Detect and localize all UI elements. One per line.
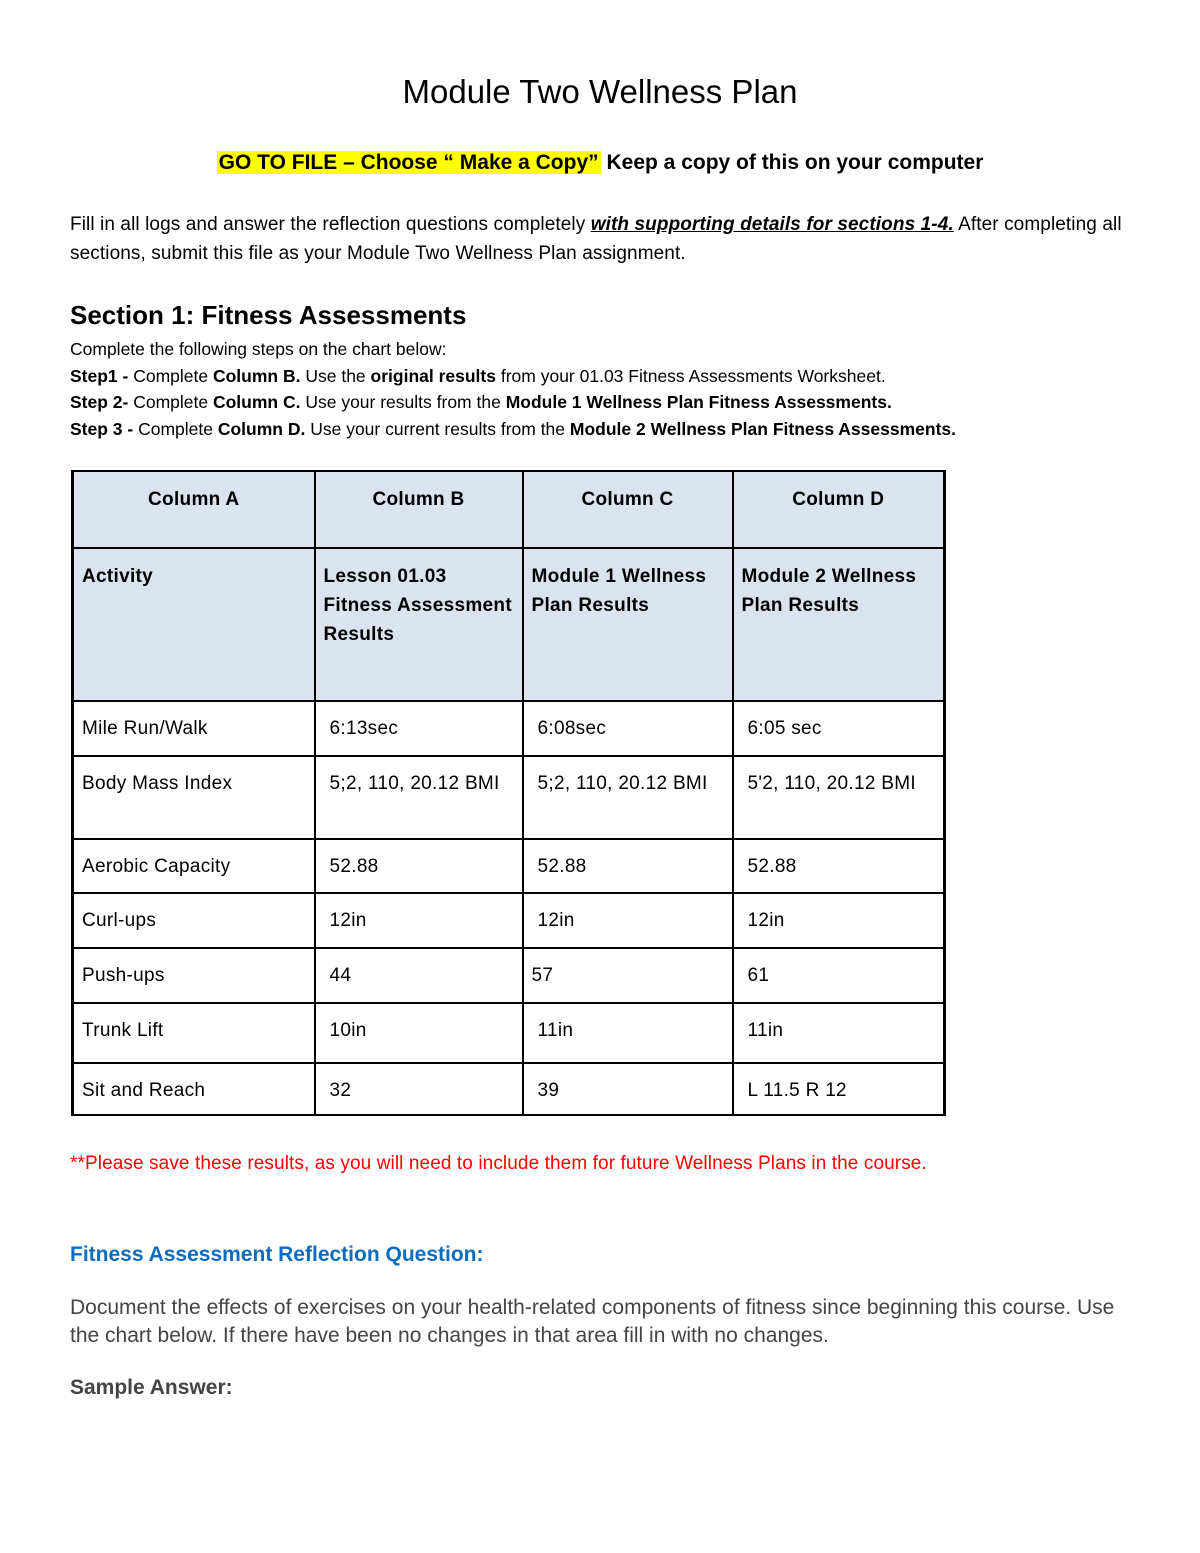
subheader-cell: Module 1 Wellness Plan Results bbox=[523, 548, 733, 701]
copy-instruction bbox=[0, 148, 1200, 178]
intro-emphasis: with supporting details for sections 1-4. bbox=[590, 214, 954, 235]
subheader-cell: Lesson 01.03 Fitness Assessment Results bbox=[315, 548, 523, 701]
activity-cell: Aerobic Capacity bbox=[73, 839, 315, 893]
column-header: Column D bbox=[733, 471, 945, 548]
subheader-cell: Module 2 Wellness Plan Results bbox=[733, 548, 945, 701]
reflection-question-heading: Fitness Assessment Reflection Question: bbox=[70, 1243, 484, 1266]
intro-paragraph bbox=[70, 210, 1130, 268]
column-header: Column C bbox=[523, 471, 733, 548]
value-cell: 44 bbox=[315, 948, 523, 1003]
activity-cell: Sit and Reach bbox=[73, 1063, 315, 1115]
value-cell: 6:13sec bbox=[315, 701, 523, 756]
value-cell: 52.88 bbox=[523, 839, 733, 893]
intro-text-2: After completing all sections, submit this file as your Module Two Wellness Plan assignment. bbox=[70, 214, 1122, 264]
value-cell: 12in bbox=[315, 893, 523, 948]
subheader-cell: Activity bbox=[73, 548, 315, 701]
value-cell: 5;2, 110, 20.12 BMI bbox=[315, 756, 523, 839]
value-cell: 11in bbox=[733, 1003, 945, 1063]
steps-lead: Complete the following steps on the chart below: bbox=[70, 339, 447, 359]
value-cell: 32 bbox=[315, 1063, 523, 1115]
value-cell: 39 bbox=[523, 1063, 733, 1115]
value-cell: 61 bbox=[733, 948, 945, 1003]
intro-text-1: Fill in all logs and answer the reflection questions completely bbox=[70, 214, 591, 235]
activity-cell: Push-ups bbox=[73, 948, 315, 1003]
column-header: Column B bbox=[315, 471, 523, 548]
activity-cell: Curl-ups bbox=[73, 893, 315, 948]
value-cell: 6:08sec bbox=[523, 701, 733, 756]
table-row bbox=[73, 893, 945, 948]
reflection-question-body: Document the effects of exercises on your health-related components of fitness since beginning this course. Use the chart below. If there have been no changes in that area fill in with no changes. bbox=[70, 1296, 1115, 1347]
value-cell: 11in bbox=[523, 1003, 733, 1063]
highlighted-instruction: GO TO FILE – Choose “ Make a Copy” bbox=[218, 151, 599, 174]
table-row bbox=[73, 701, 945, 756]
value-cell: 12in bbox=[733, 893, 945, 948]
save-results-note: **Please save these results, as you will need to include them for future Wellness Plans in the course. bbox=[70, 1153, 927, 1174]
value-cell: L 11.5 R 12 bbox=[733, 1063, 945, 1115]
value-cell: 10in bbox=[315, 1003, 523, 1063]
table-column-header-row bbox=[73, 471, 945, 548]
section-1-heading: Section 1: Fitness Assessments bbox=[70, 300, 467, 330]
table-row bbox=[73, 1003, 945, 1063]
instruction-rest: Keep a copy of this on your computer bbox=[600, 151, 984, 174]
table-row bbox=[73, 1063, 945, 1115]
fitness-assessment-table bbox=[71, 470, 946, 1116]
step-1: Step1 - Complete Column B. Use the original results from your 01.03 Fitness Assessments Worksheet. bbox=[70, 365, 886, 386]
activity-cell: Body Mass Index bbox=[73, 756, 315, 839]
activity-cell: Mile Run/Walk bbox=[73, 701, 315, 756]
column-header: Column A bbox=[73, 471, 315, 548]
value-cell: 57 bbox=[523, 948, 733, 1003]
table-row bbox=[73, 948, 945, 1003]
value-cell: 12in bbox=[523, 893, 733, 948]
table-row bbox=[73, 756, 945, 839]
sample-answer-label: Sample Answer: bbox=[70, 1376, 233, 1399]
page-title: Module Two Wellness Plan bbox=[402, 73, 798, 110]
step-3: Step 3 - Complete Column D. Use your current results from the Module 2 Wellness Plan Fitness Assessments. bbox=[70, 418, 957, 439]
step-2: Step 2- Complete Column C. Use your results from the Module 1 Wellness Plan Fitness Assessments. bbox=[70, 392, 892, 412]
value-cell: 52.88 bbox=[733, 839, 945, 893]
table-subheader-row bbox=[73, 548, 945, 701]
activity-cell: Trunk Lift bbox=[73, 1003, 315, 1063]
value-cell: 5;2, 110, 20.12 BMI bbox=[523, 756, 733, 839]
value-cell: 5'2, 110, 20.12 BMI bbox=[733, 756, 945, 839]
section-1-steps bbox=[70, 336, 1150, 442]
value-cell: 52.88 bbox=[315, 839, 523, 893]
value-cell: 6:05 sec bbox=[733, 701, 945, 756]
table-row bbox=[73, 839, 945, 893]
